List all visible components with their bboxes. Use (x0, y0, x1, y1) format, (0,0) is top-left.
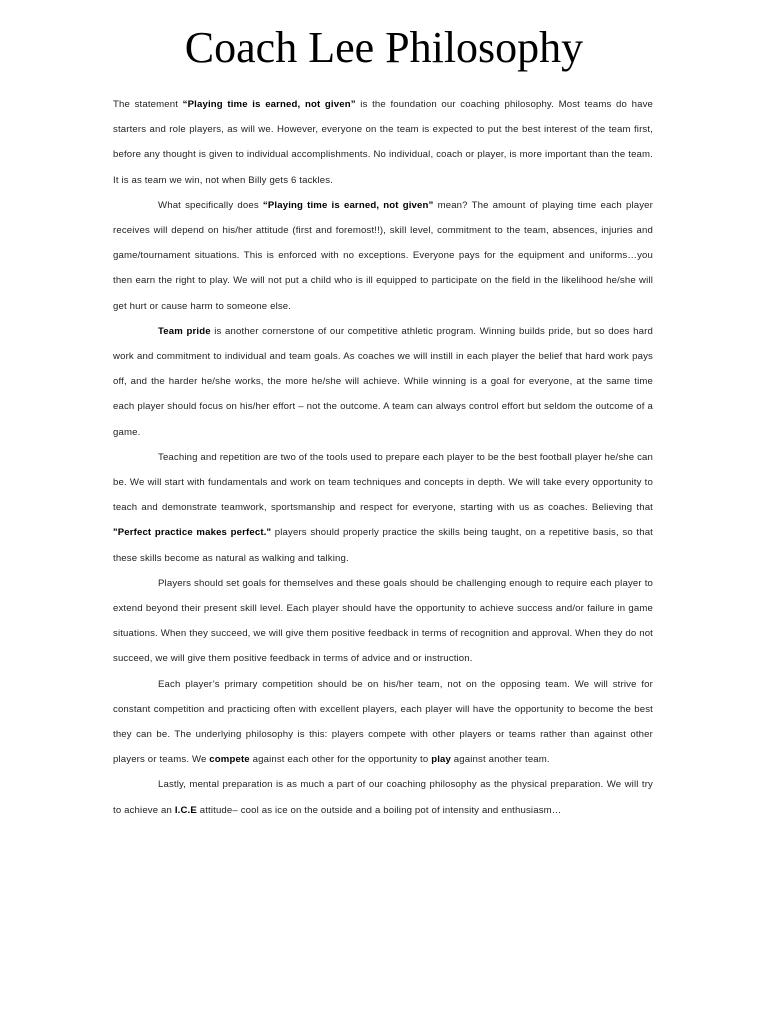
bold-phrase: “Playing time is earned, not given” (182, 99, 356, 110)
bold-phrase: “Playing time is earned, not given” (262, 199, 434, 211)
bold-phrase: "Perfect practice makes perfect." (113, 527, 272, 539)
text-run: players should properly practice the skills being taught, on a repetitive basis, so that these skills become as natural as walking and talking. (113, 527, 653, 564)
text-run: against each other for the opportunity to (249, 754, 432, 766)
text-run: The statement (113, 99, 183, 110)
text-run: Players should set goals for themselves and these goals should be challenging enough to require each player to extend beyond their present skill level. Each player should have the opportunity to achieve success and/or failure in game situations. When they succeed, we will give them positive feedback in terms of recognition and approval. When they do not succeed, we will give them positive feedback in terms of advice and or instruction. (113, 577, 653, 665)
bold-phrase: Team pride (158, 325, 211, 337)
paragraph (113, 772, 653, 822)
paragraph (113, 672, 653, 773)
text-run: Lastly, mental preparation is as much a part of our coaching philosophy as the physical preparation. We will try to achieve an (113, 779, 653, 816)
text-run: Each player’s primary competition should be on his/her team, not on the opposing team. We will strive for constant competition and practicing often with excellent players, each player will have the opportunity to become the best they can be. The underlying philosophy is this: players compete with other players or teams rather than against other players or teams. We (113, 678, 653, 766)
text-run: mean? The amount of playing time each player receives will depend on his/her attitude (first and foremost!!), skill level, commitment to the team, absences, injuries and game/tournament situations. This is enforced with no exceptions. Everyone pays for the equipment and uniforms…you then earn the right to play. We will not put a child who is ill equipped to participate on the field in the likelihood he/she will get hurt or cause harm to someone else. (113, 199, 653, 312)
paragraph (113, 193, 653, 319)
text-run: is the foundation our coaching philosophy. Most teams do have starters and role players, as will we. However, everyone on the team is expected to put the best interest of the team first, before any thought is given to individual accomplishments. No individual, coach or player, is more important than the team. It is as team we win, not when Billy gets 6 tackles. (113, 99, 654, 186)
paragraph (113, 319, 653, 445)
bold-phrase: I.C.E (174, 804, 197, 816)
bold-phrase: compete (209, 754, 250, 766)
paragraph (113, 92, 653, 193)
text-run: attitude– cool as ice on the outside and a boiling pot of intensity and enthusiasm… (196, 804, 562, 816)
text-run: is another cornerstone of our competitive athletic program. Winning builds pride, but so does hard work and commitment to individual and team goals. As coaches we will instill in each player the belief that hard work pays off, and the harder he/she works, the more he/she will achieve. While winning is a goal for everyone, at the same time each player should focus on his/her effort – not the outcome. A team can always control effort but seldom the outcome of a game. (113, 325, 653, 438)
text-run: against another team. (450, 754, 550, 766)
paragraph (113, 445, 653, 571)
bold-phrase: play (431, 754, 451, 766)
document-body (113, 92, 653, 823)
paragraph (113, 571, 653, 672)
text-run: What specifically does (158, 199, 263, 211)
page-title: Coach Lee Philosophy (184, 23, 584, 72)
text-run: Teaching and repetition are two of the tools used to prepare each player to be the best football player he/she can be. We will start with fundamentals and work on team techniques and concepts in depth. We will take every opportunity to teach and demonstrate teamwork, sportsmanship and respect for everyone, starting with us as coaches. Believing that (113, 451, 653, 514)
